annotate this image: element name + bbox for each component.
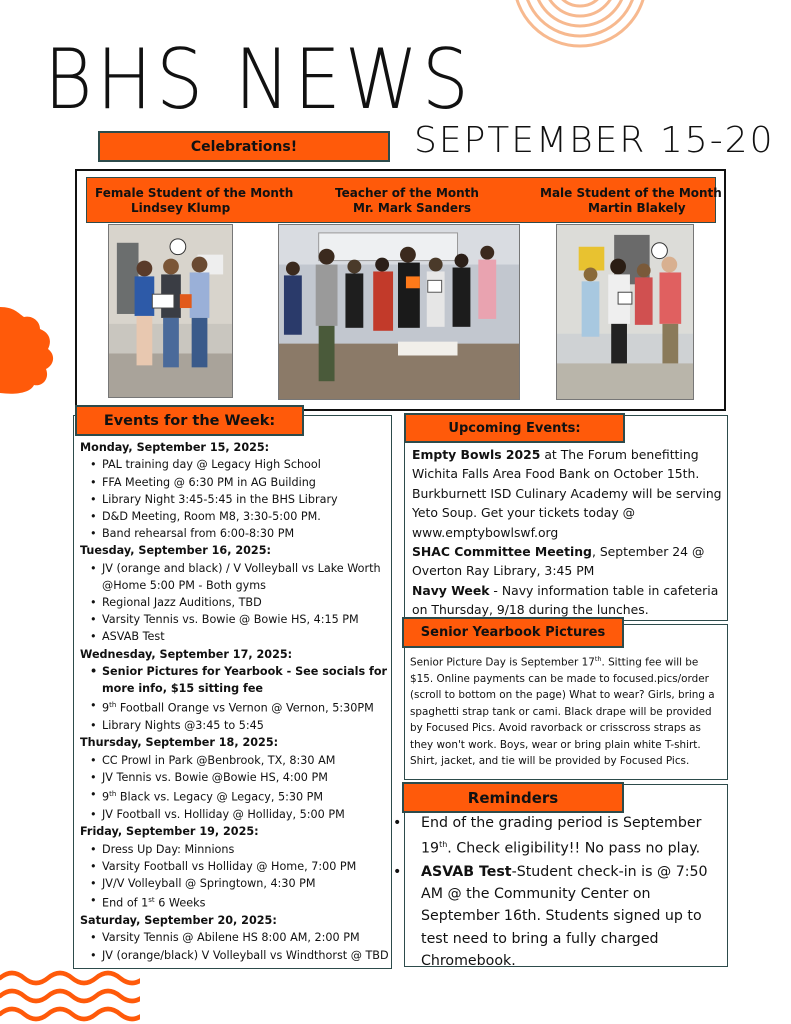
reminder-text: . Check eligibility!! No pass no play. — [447, 841, 701, 858]
thursday-heading: Thursday, September 18, 2025: — [80, 736, 279, 750]
award-female-student — [95, 186, 293, 216]
list-item: • ASVAB Test — [87, 628, 392, 645]
event-text: , September 24 @ Overton Ray Library, 3:45 PM — [412, 544, 705, 579]
saturday-heading: Saturday, September 20, 2025: — [80, 914, 277, 928]
event-text: End of 1 — [102, 896, 149, 910]
tuesday-heading: Tuesday, September 16, 2025: — [80, 544, 271, 558]
list-item: • D&D Meeting, Room M8, 3:30-5:00 PM. — [87, 508, 392, 525]
saturday-day: Saturday, September 20, 2025 — [80, 914, 273, 928]
award-name: Martin Blakely — [588, 201, 686, 215]
male-student-photo — [556, 224, 694, 400]
list-item: • Band rehearsal from 6:00-8:30 PM — [87, 525, 392, 542]
monday-heading: Monday, September 15, 2025: — [80, 441, 270, 454]
award-name: Lindsey Klump — [131, 201, 231, 215]
event-title: Navy Week — [412, 582, 490, 598]
page-title: BHS NEWS — [44, 32, 473, 129]
friday-heading: Friday, September 19, 2025: — [80, 825, 259, 839]
saturday-items — [80, 929, 392, 963]
concentric-circles-decoration — [510, 0, 650, 50]
reminders-heading: Reminders — [402, 782, 624, 813]
empty-bowls-event — [412, 445, 722, 542]
event-text: 6 Weeks — [154, 896, 206, 910]
yearbook-text-part: Senior Picture Day is September 17 — [410, 656, 595, 669]
event-title: SHAC Committee Meeting — [412, 544, 592, 560]
list-item: • JV Football vs. Holliday @ Holliday, 5:00 PM — [87, 806, 392, 823]
female-student-photo — [108, 224, 233, 398]
list-item: • Varsity Tennis @ Abilene HS 8:00 AM, 2:00 PM — [87, 929, 392, 946]
award-title: Teacher of the Month — [335, 186, 479, 200]
event-text: Football Orange vs Vernon @ Vernon, 5:30PM — [116, 702, 374, 716]
yearbook-heading: Senior Yearbook Pictures — [402, 617, 624, 648]
list-item: • JV/V Volleyball @ Springtown, 4:30 PM — [87, 875, 392, 892]
ordinal-number: 9 — [102, 790, 110, 804]
ordinal-suffix: th — [109, 701, 117, 710]
list-item — [87, 786, 392, 806]
reminder-text: -Student check-in is @ 7:50 AM @ the Community Center on September 16th. Students signed up to test need to bring a fully charged Chromebook. — [421, 863, 708, 970]
list-item: • Library Night 3:45-5:45 in the BHS Library — [87, 491, 392, 508]
tuesday-items — [80, 560, 392, 646]
celebrations-heading: Celebrations! — [98, 131, 390, 162]
award-title: Female Student of the Month — [95, 186, 294, 200]
upcoming-content — [412, 445, 722, 620]
ordinal-suffix: th — [109, 790, 117, 799]
event-text: - Navy information table in cafeteria on Thursday, 9/18 during the lunches. — [412, 582, 719, 618]
wave-decoration — [0, 968, 140, 1024]
list-item: • JV Tennis vs. Bowie @Bowie HS, 4:00 PM — [87, 769, 392, 786]
ordinal-suffix: th — [594, 655, 602, 663]
event-title: Empty Bowls 2025 — [412, 447, 541, 462]
ordinal-suffix: th — [439, 840, 448, 850]
event-text: Black vs. Legacy @ Legacy, 5:30 PM — [116, 790, 324, 804]
award-teacher — [335, 186, 479, 216]
ordinal-number: 9 — [102, 702, 110, 716]
award-name: Mr. Mark Sanders — [353, 201, 472, 215]
date-range: SEPTEMBER 15-20 — [414, 120, 775, 161]
list-item — [87, 892, 392, 912]
yearbook-text-part: . Sitting fee will be $15. Online payments can be made to focused.pics/order (scroll to bottom on the page) What to wear? Girls, bring a spaghetti strap tank or cami. Black drape will be provided by Focused Pics. Avoid ravorback or crisscross straps as they won't work. Boys, wear or bring plain white T-shirt. Shirt, jacket, and tie will be provided by Focused Pics. — [410, 656, 715, 767]
list-item: • Dress Up Day: Minnions — [87, 841, 392, 858]
list-item — [403, 812, 721, 861]
reminders-list — [403, 812, 721, 973]
scallop-decoration — [0, 305, 60, 395]
monday-items — [80, 456, 392, 542]
ordinal-suffix: st — [148, 896, 155, 905]
upcoming-heading: Upcoming Events: — [404, 413, 625, 443]
monday-day: Monday, September 15, 2025 — [80, 441, 265, 454]
shac-event — [412, 542, 722, 581]
teacher-class-photo — [278, 224, 520, 400]
list-item: • Senior Pictures for Yearbook - See socials for more info, $15 sitting fee — [87, 663, 392, 697]
navy-event — [412, 581, 722, 620]
list-item: • JV (orange and black) / V Volleyball vs Lake Worth @Home 5:00 PM - Both gyms — [87, 560, 392, 594]
events-list — [80, 439, 392, 964]
list-item: • PAL training day @ Legacy High School — [87, 456, 392, 473]
events-heading: Events for the Week: — [75, 405, 304, 436]
friday-items — [80, 841, 392, 913]
list-item: • CC Prowl in Park @Benbrook, TX, 8:30 AM — [87, 752, 392, 769]
list-item — [403, 861, 721, 973]
reminder-text: End of the grading period is September 19 — [421, 815, 702, 858]
list-item: • FFA Meeting @ 6:30 PM in AG Building — [87, 474, 392, 491]
thursday-items — [80, 752, 392, 824]
list-item: • Regional Jazz Auditions, TBD — [87, 594, 392, 611]
list-item — [87, 697, 392, 717]
wednesday-heading: Wednesday, September 17, 2025: — [80, 647, 293, 661]
tuesday-day: Tuesday, September 16, 2025 — [80, 544, 267, 558]
event-text: at The Forum benefitting Wichita Falls Area Food Bank on October 15th. Burkburnett ISD Culinary Academy will be serving Yeto Soup. Get your tickets today @ www.emptybowlswf.org — [412, 447, 722, 540]
yearbook-text — [410, 651, 722, 769]
wednesday-items — [80, 663, 392, 735]
award-male-student — [540, 186, 722, 216]
reminder-title: ASVAB Test — [421, 863, 512, 880]
list-item: • Varsity Tennis vs. Bowie @ Bowie HS, 4:15 PM — [87, 611, 392, 628]
list-item: • Library Nights @3:45 to 5:45 — [87, 717, 392, 734]
list-item: • Varsity Football vs Holliday @ Home, 7:00 PM — [87, 858, 392, 875]
award-title: Male Student of the Month — [540, 186, 722, 200]
list-item: • JV (orange/black) V Volleyball vs Windthorst @ TBD — [87, 947, 392, 964]
